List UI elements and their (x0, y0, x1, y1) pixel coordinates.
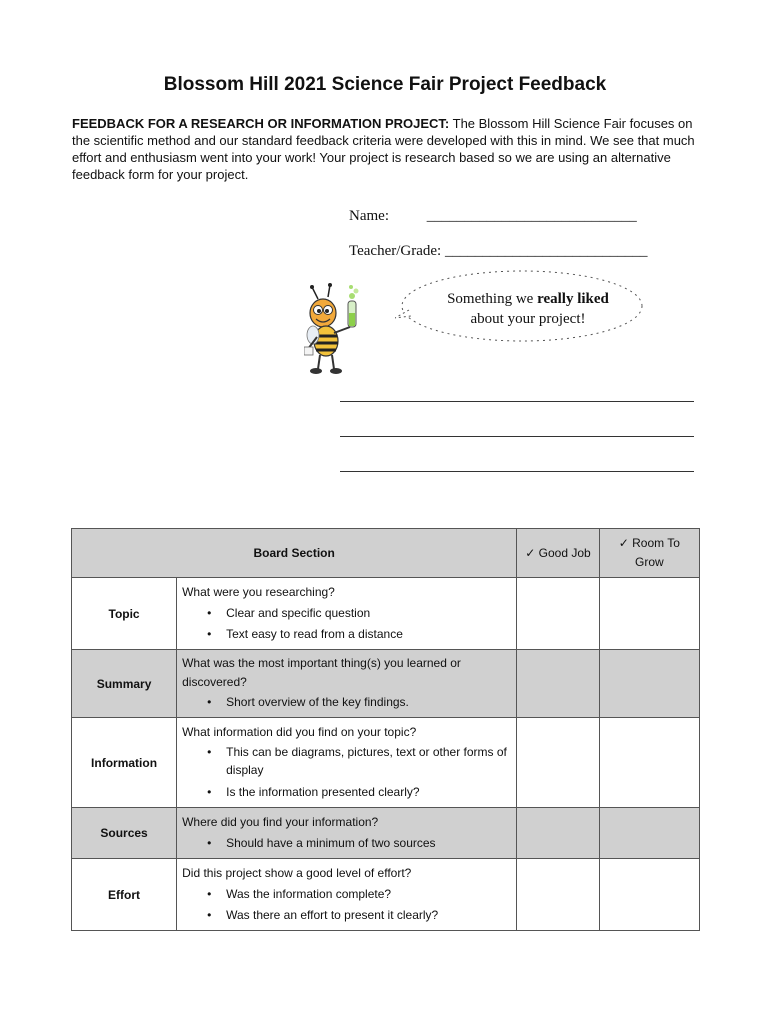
criteria-list (182, 833, 511, 854)
criterion: Was the information complete? (226, 887, 392, 901)
name-label: Name: (349, 208, 389, 224)
criterion: Is the information presented clearly? (226, 785, 420, 799)
table-header-row (72, 529, 700, 578)
teacher-grade-label: Teacher/Grade: (349, 243, 442, 259)
room-to-grow-checkbox[interactable] (599, 808, 699, 859)
list-item (207, 603, 511, 624)
bullet-icon: • (207, 606, 212, 620)
criteria-list (182, 884, 511, 926)
criterion: Short overview of the key findings. (226, 695, 409, 709)
answer-line-1[interactable] (340, 401, 694, 402)
bullet-icon: • (207, 745, 212, 759)
list-item (207, 743, 511, 779)
good-job-checkbox[interactable] (517, 650, 599, 718)
table-row (72, 808, 700, 859)
header-board-section: Board Section (72, 529, 517, 578)
section-effort: Effort (72, 859, 177, 931)
header-good-job: ✓ Good Job (517, 529, 599, 578)
bubble-line-2: about your project! (470, 311, 586, 327)
bubble-emphasis: really liked (537, 291, 609, 307)
table-row (72, 650, 700, 718)
description-topic (177, 578, 517, 650)
intro-text: The Blossom Hill Science Fair focuses on the scientific method and our standard feedback criteria were developed with this in mind. We see that much effort and enthusiasm went into your work! Your project is research based so we are using an alternative feedback form for your project. (72, 116, 695, 182)
list-item (207, 884, 511, 905)
list-item (207, 833, 511, 854)
criteria-list (182, 692, 511, 713)
table-row (72, 578, 700, 650)
page-title: Blossom Hill 2021 Science Fair Project Feedback (163, 74, 607, 95)
section-summary: Summary (72, 650, 177, 718)
good-job-checkbox[interactable] (517, 859, 599, 931)
criterion: Was there an effort to present it clearly? (226, 908, 439, 922)
bubble-text (418, 289, 638, 329)
good-job-checkbox[interactable] (517, 718, 599, 808)
question: What was the most important thing(s) you learned or discovered? (182, 656, 461, 689)
table-row (72, 859, 700, 931)
question: Where did you find your information? (182, 815, 379, 829)
bullet-icon: • (207, 695, 212, 709)
question: What were you researching? (182, 585, 335, 599)
teacher-grade-field[interactable] (349, 243, 647, 260)
question: What information did you find on your topic? (182, 725, 417, 739)
bullet-icon: • (207, 908, 212, 922)
section-topic: Topic (72, 578, 177, 650)
list-item (207, 692, 511, 713)
criteria-list (182, 743, 511, 803)
answer-line-3[interactable] (340, 471, 694, 472)
criteria-list (182, 603, 511, 645)
description-effort (177, 859, 517, 931)
intro-paragraph (72, 115, 712, 183)
room-to-grow-checkbox[interactable] (599, 650, 699, 718)
room-to-grow-checkbox[interactable] (599, 859, 699, 931)
question: Did this project show a good level of effort? (182, 866, 412, 880)
description-information (177, 718, 517, 808)
criterion: Clear and specific question (226, 606, 371, 620)
good-job-checkbox[interactable] (517, 578, 599, 650)
bullet-icon: • (207, 785, 212, 799)
bubble-line-1: Something we (447, 291, 538, 307)
bee-mascot-icon (304, 283, 370, 377)
answer-line-2[interactable] (340, 436, 694, 437)
section-information: Information (72, 718, 177, 808)
criterion: Text easy to read from a distance (226, 627, 403, 641)
teacher-grade-line[interactable]: ___________________________ (444, 243, 648, 259)
list-item (207, 624, 511, 645)
description-summary (177, 650, 517, 718)
header-room-to-grow: ✓ Room To Grow (599, 529, 699, 578)
table-row (72, 718, 700, 808)
bullet-icon: • (207, 627, 212, 641)
criterion: Should have a minimum of two sources (226, 836, 436, 850)
intro-lead: FEEDBACK FOR A RESEARCH OR INFORMATION PROJECT: (72, 116, 450, 131)
name-field[interactable] (349, 208, 637, 225)
list-item (207, 782, 511, 803)
room-to-grow-checkbox[interactable] (599, 718, 699, 808)
criterion: This can be diagrams, pictures, text or other forms of display (226, 745, 507, 777)
bullet-icon: • (207, 836, 212, 850)
bullet-icon: • (207, 887, 212, 901)
feedback-table (71, 528, 700, 931)
good-job-checkbox[interactable] (517, 808, 599, 859)
list-item (207, 905, 511, 926)
description-sources (177, 808, 517, 859)
section-sources: Sources (72, 808, 177, 859)
room-to-grow-checkbox[interactable] (599, 578, 699, 650)
name-line[interactable]: ____________________________ (426, 208, 637, 224)
